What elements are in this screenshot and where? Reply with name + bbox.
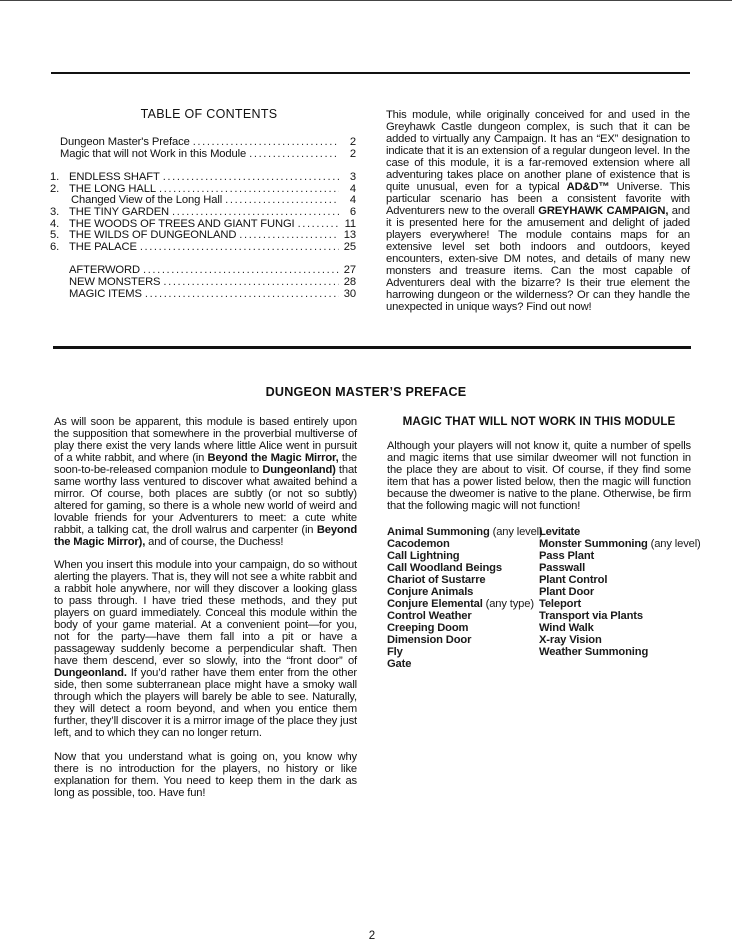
dot-leader [193,136,339,148]
spell-item [387,646,539,658]
spell-name: Plant Door [539,586,595,598]
emphasized-text: AD&D™ [566,181,610,193]
magic-restrictions [387,415,701,670]
preface-paragraph [54,417,357,548]
toc-entry[interactable] [50,171,356,183]
spell-name: Plant Control [539,574,608,586]
body-text: the soon-to-be-released companion module to [54,451,358,476]
spell-column-right [539,526,701,670]
spell-item [539,622,691,634]
toc-entry-label: NEW MONSTERS [69,275,161,288]
spell-name: Call Woodland Beings [387,562,502,574]
dot-leader [140,241,339,253]
emphasized-text: Beyond the Magic Mirror), [54,523,357,548]
toc-entry[interactable] [50,206,356,218]
spell-name: Chariot of Sustarre [387,574,486,586]
spell-item [539,598,691,610]
toc-entry[interactable] [50,241,356,253]
toc-entry-page: 2 [349,136,356,148]
toc-entry-number: 5. [50,229,60,242]
toc-entry-page: 4 [349,194,356,207]
toc-entry-label: THE PALACE [69,240,137,253]
spell-item [539,586,691,598]
toc-entry-label: Dungeon Master's Preface [60,136,190,148]
spell-name: Dimension Door [387,634,472,646]
spell-name: Conjure Elemental [387,598,483,610]
spell-name: Weather Summoning [539,646,649,658]
toc-entry[interactable] [50,136,356,148]
spell-qualifier: (any level) [647,538,701,550]
section-divider [53,346,691,349]
dot-leader [172,206,339,218]
toc-group [50,171,356,252]
toc-entry-label: Magic that will not Work in this Module [60,147,247,160]
body-text: that same worthy lass ventured to discover what awaited behind a mirror. Of course, both places are subtly (or not so subtly) altered for gaming, so there is a whole new world of weird and lovable friends for your Adventurers to meet: a cute white rabbit, a talking cat, the droll walrus and carpenter (in [54,463,357,536]
spell-item [539,538,701,550]
spell-item [387,550,539,562]
spell-item [387,562,539,574]
preface-paragraph [54,752,357,800]
module-intro [386,109,690,313]
toc-entry-page: 11 [344,217,356,230]
body-text: and of course, the Duchess! [145,535,284,548]
spell-item [539,574,691,586]
toc-entry-label: THE LONG HALL [69,182,156,195]
spell-item [539,634,691,646]
dot-leader [159,183,339,195]
toc-entry-page: 4 [349,182,356,195]
spell-qualifier: (any level) [489,526,543,538]
toc-entry-page: 30 [343,287,356,300]
dot-leader [298,218,339,230]
spell-name: Call Lightning [387,550,460,562]
toc-entry-number: 1. [50,171,60,184]
spell-name: X-ray Vision [539,634,602,646]
spell-item [539,610,691,622]
toc-entry-number: 3. [50,205,60,218]
top-divider [51,72,690,74]
toc-entry[interactable] [50,218,356,230]
dot-leader [249,148,339,160]
toc-entry[interactable] [50,229,356,241]
dot-leader [225,194,339,206]
spell-item [387,586,539,598]
toc-entry-label: AFTERWORD [69,264,140,277]
spell-name: Cacodemon [387,538,450,550]
spell-item [387,598,539,610]
toc-entries [50,136,356,299]
toc-entry[interactable] [50,276,356,288]
spell-name: Wind Walk [539,622,594,634]
emphasized-text: Dungeonland) [262,463,336,476]
magic-title: MAGIC THAT WILL NOT WORK IN THIS MODULE [402,415,676,428]
toc-entry-label: MAGIC ITEMS [69,287,142,300]
toc-entry-number: 4. [50,217,60,230]
toc-entry-page: 6 [349,205,356,218]
spell-name: Control Weather [387,610,472,622]
spell-item [539,526,691,538]
toc-entry-label: THE WILDS OF DUNGEONLAND [69,229,237,242]
spell-item [387,658,539,670]
body-text: and it is presented here for the amusement and delight of jaded players everywhere! The module contains maps for an extensive level set both indoors and outdoors, keyed encounters, exten-sive DM notes, and details of many new monsters and treasure items. Can the most capable of Adventurers deal with the bizarre? Is their true element the harrowing dungeon or the wilderness? Or can they handle the unexpected in unique ways? Find out now! [386,205,690,313]
body-text: If you’d rather have them enter from the other side, then some subterranean place might have a smoky wall through which the players will barely be able to see. Naturally, they will detect a room beyond, and when you entice them further, they’ll discover it is a mirror image of the place they just left, and to which they can no longer return. [54,667,357,739]
spell-name: Pass Plant [539,550,595,562]
toc-entry-page: 13 [343,229,356,242]
toc-entry-page: 25 [343,240,356,253]
dot-leader [163,276,339,288]
body-text: Now that you understand what is going on, you know why there is no introduction for the players, no history or like explanation for them. You need to keep them in the dark as long as possible, too. Have fun! [54,750,357,799]
spell-name: Animal Summoning [387,526,490,538]
spell-item [387,538,539,550]
preface-body [54,417,357,812]
preface-title: DUNGEON MASTER’S PREFACE [265,385,467,400]
spell-name: Monster Summoning [539,538,648,550]
emphasized-text: Dungeonland. [54,667,127,680]
preface-paragraph [54,560,357,739]
toc-entry-page: 2 [349,147,356,160]
dot-leader [239,229,339,241]
spell-qualifier: (any type) [482,598,534,610]
body-text: When you insert this module into your campaign, do so without alerting the players. That is, they will not see a white rabbit and a rabbit hole anywhere, nor will they discover a looking glass to pass through. I have tried these methods, and they put players on guard immediately. Conceal this module within the body of your game material. At a convenient point—for you, not for the party—have them fall into a pit or have a passageway suddenly become a perpendicular shaft. Then have them descend, ever so slowly, into the “front door” of [54,559,357,668]
spell-name: Gate [387,658,412,670]
spell-item [539,562,691,574]
emphasized-text: Beyond the Magic Mirror, [207,451,339,464]
spell-name: Fly [387,646,403,658]
toc-entry-number: 6. [50,240,60,253]
body-text: Universe. This particular scenario has been a consistent favorite with Adventurers new to the overall [386,181,691,217]
spell-name: Teleport [539,598,582,610]
spell-item [539,646,691,658]
toc-entry-page: 3 [349,171,356,184]
toc-group [50,136,356,159]
toc-entry[interactable] [50,148,356,160]
toc-entry-page: 27 [343,264,356,277]
spell-column-left [387,526,543,670]
toc-entry[interactable] [50,194,356,206]
spell-item [387,634,539,646]
toc-entry-label: THE WOODS OF TREES AND GIANT FUNGI [69,217,295,230]
body-text: This module, while originally conceived for and used in the Greyhawk Castle dungeon complex, is such that it can be added to virtually any Campaign. It has an “EX” designation to indicate that it is an extension of a regular dungeon level. In the case of this module, it is a far-removed extension where all adventuring takes place on another plane of existence that is quite unusual, even for a typical [386,109,690,193]
spell-name: Creeping Doom [387,622,469,634]
spell-list [387,526,701,670]
spell-name: Passwall [539,562,586,574]
spell-name: Transport via Plants [539,610,643,622]
dot-leader [163,171,339,183]
spell-name: Levitate [539,526,581,538]
toc-entry-page: 28 [343,275,356,288]
toc-entry-label: ENDLESS SHAFT [69,171,160,184]
spell-item [387,610,539,622]
toc-entry-number: 2. [50,182,60,195]
spell-item [387,526,543,538]
spell-item [387,574,539,586]
body-text: As will soon be apparent, this module is based entirely upon the supposition that somewhere in the proverbial multiverse of play there exist the very lands where little Alice went in pursuit of a white rabbit, and where (in [54,416,357,464]
toc-entry[interactable] [50,264,356,276]
spell-name: Conjure Animals [387,586,474,598]
toc-entry-label: THE TINY GARDEN [69,205,170,218]
dot-leader [145,288,339,300]
page-number: 2 [368,930,376,942]
toc-entry[interactable] [50,183,356,195]
toc-entry-label: Changed View of the Long Hall [71,194,223,207]
spell-item [387,622,539,634]
magic-intro: Although your players will not know it, quite a number of spells and magic items that use similar dweomer will not function in the place they are about to visit. Of course, if they find some item that has a power listed below, then the magic will function because the dweomer is native to the plane. Otherwise, be firm that the following magic will not function! [387,440,691,512]
emphasized-text: GREYHAWK CAMPAIGN, [538,205,669,217]
toc-entry[interactable] [50,288,356,300]
dot-leader [143,264,339,276]
toc-group [50,264,356,299]
toc-title: TABLE OF CONTENTS [140,107,278,121]
table-of-contents [50,108,356,311]
spell-item [539,550,691,562]
page-top-edge [0,0,732,1]
